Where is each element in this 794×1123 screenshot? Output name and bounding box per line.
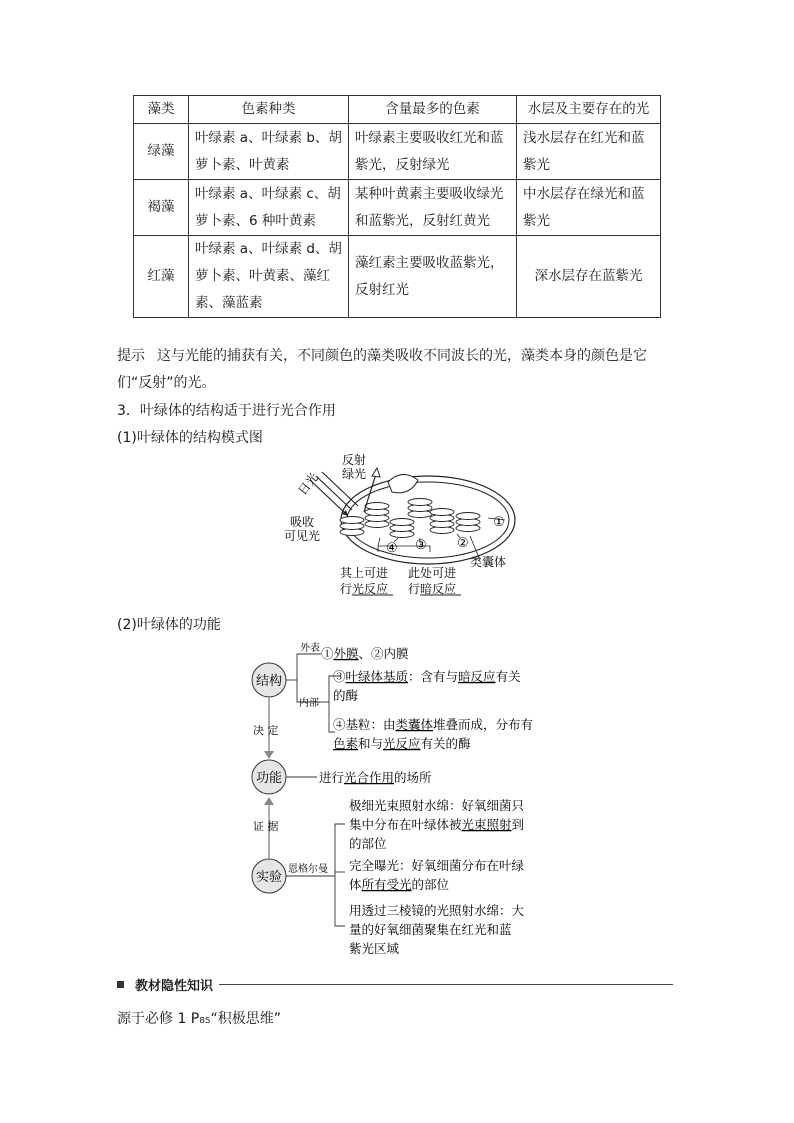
decide-label: 决 定 xyxy=(253,724,279,737)
function-desc: 进行光合作用的场所 xyxy=(319,770,432,785)
hint-paragraph xyxy=(117,343,682,397)
section-label: 教材隐性知识 xyxy=(131,975,217,994)
table-cell: 绿藻 xyxy=(134,124,189,180)
granum xyxy=(340,517,364,536)
exp3-text-2: 量的好氧细菌聚集在红光和蓝 xyxy=(349,922,512,937)
table-cell: 深水层存在蓝紫光 xyxy=(517,236,661,318)
table-header-cell: 含量最多的色素 xyxy=(349,96,517,124)
right-caption: 此处可进 xyxy=(408,566,457,580)
table-cell: 叶绿素 a、叶绿素 b、胡萝卜素、叶黄素 xyxy=(189,124,349,180)
grana-text: ④基粒：由类囊体堆叠而成，分布有 xyxy=(333,717,534,732)
left-caption: 行光反应 xyxy=(340,582,389,596)
reflect-label: 反射 xyxy=(342,453,367,467)
table-cell: 褐藻 xyxy=(134,180,189,236)
label-granum: ④ xyxy=(386,541,398,556)
granum xyxy=(390,519,414,538)
table-header-cell: 水层及主要存在的光 xyxy=(517,96,661,124)
table-row xyxy=(134,180,661,236)
label-inner-membrane: ② xyxy=(457,536,469,551)
grana-text-2: 色素和与光反应有关的酶 xyxy=(333,736,471,751)
table-cell: 中水层存在绿光和蓝紫光 xyxy=(517,180,661,236)
absorb-label: 吸收 xyxy=(290,515,315,529)
table-cell: 某种叶黄素主要吸收绿光和蓝紫光，反射红黄光 xyxy=(349,180,517,236)
svg-text:实验: 实验 xyxy=(255,870,283,885)
table-cell: 浅水层存在红光和蓝紫光 xyxy=(517,124,661,180)
table-cell: 藻红素主要吸收蓝紫光，反射红光 xyxy=(349,236,517,318)
svg-text:功能: 功能 xyxy=(255,771,283,786)
subsection-1-title: (1)叶绿体的结构模式图 xyxy=(117,430,263,446)
granum xyxy=(456,513,480,532)
node-function xyxy=(252,760,286,794)
divider-line xyxy=(219,984,673,985)
node-structure xyxy=(252,663,286,697)
hint-tag: 提示 xyxy=(117,348,145,364)
exp1-text-2: 集中分布在叶绿体被光束照射到 xyxy=(349,817,525,832)
exp3-text: 用透过三棱镜的光照射水绵：大 xyxy=(349,903,525,918)
right-caption: 行暗反应 xyxy=(408,582,457,596)
stroma-text-2: 的酶 xyxy=(333,688,359,703)
label-outer-membrane: ① xyxy=(493,515,505,530)
left-caption: 其上可进 xyxy=(340,566,389,580)
table-cell: 叶绿素主要吸收红光和蓝紫光，反射绿光 xyxy=(349,124,517,180)
reflect-label: 绿光 xyxy=(342,467,367,481)
hint-text: 这与光能的捕获有关，不同颜色的藻类吸收不同波长的光，藻类本身的颜色是它们“反射”的光。 xyxy=(117,348,647,391)
source-reference: 源于必修 1 P₈₅“积极思维” xyxy=(117,1011,281,1027)
section-divider xyxy=(117,975,673,995)
granum xyxy=(365,503,389,528)
algae-pigment-table xyxy=(133,95,661,318)
outer-label: 外表 xyxy=(300,643,320,654)
exp3-text-3: 紫光区域 xyxy=(349,941,400,956)
granum xyxy=(408,499,432,518)
table-row xyxy=(134,236,661,318)
granum xyxy=(430,509,454,534)
stroma-text: ③叶绿体基质：含有与暗反应有关 xyxy=(333,669,521,684)
exp1-text: 极细光束照射水绵：好氧细菌只 xyxy=(349,798,525,813)
thylakoid-label: 类囊体 xyxy=(470,555,507,569)
table-row xyxy=(134,124,661,180)
node-experiment xyxy=(252,859,286,893)
inner-label: 内部 xyxy=(299,698,319,709)
chloroplast-structure-diagram xyxy=(280,452,520,600)
membranes-text: ①外膜、②内膜 xyxy=(321,646,409,661)
table-header-cell: 色素种类 xyxy=(189,96,349,124)
absorb-label: 可见光 xyxy=(284,529,321,543)
exp2-text-2: 体所有受光的部位 xyxy=(349,877,450,892)
label-stroma: ③ xyxy=(415,538,427,553)
svg-text:结构: 结构 xyxy=(255,674,283,689)
engelmann-label: 恩格尔曼 xyxy=(288,864,328,875)
chloroplast-function-map xyxy=(245,640,565,966)
exp1-text-3: 的部位 xyxy=(349,836,387,851)
table-cell: 叶绿素 a、叶绿素 c、胡萝卜素、6 种叶黄素 xyxy=(189,180,349,236)
table-cell: 红藻 xyxy=(134,236,189,318)
square-bullet-icon xyxy=(117,981,124,988)
table-header-row xyxy=(134,96,661,124)
sunlight-label: 日光 xyxy=(295,470,322,498)
section-3-title: 3．叶绿体的结构适于进行光合作用 xyxy=(117,403,336,419)
table-cell: 叶绿素 a、叶绿素 d、胡萝卜素、叶黄素、藻红素、藻蓝素 xyxy=(189,236,349,318)
evidence-label: 证 据 xyxy=(253,820,279,833)
subsection-2-title: (2)叶绿体的功能 xyxy=(117,617,221,633)
table-header-cell: 藻类 xyxy=(134,96,189,124)
exp2-text: 完全曝光：好氧细菌分布在叶绿 xyxy=(349,858,525,873)
